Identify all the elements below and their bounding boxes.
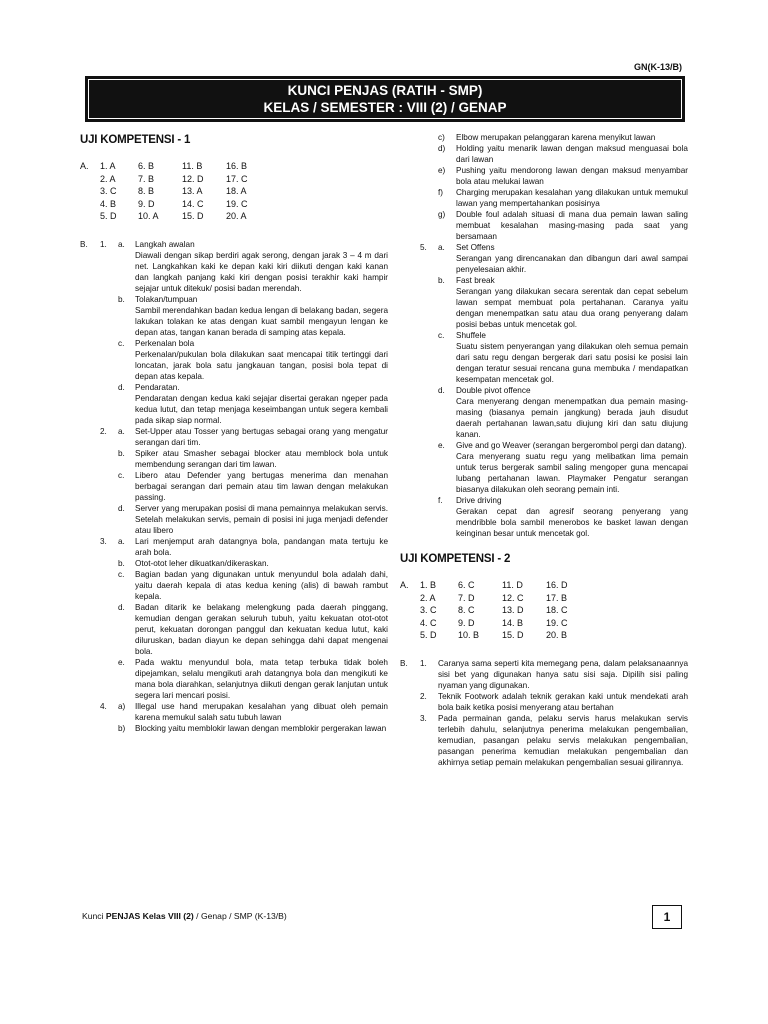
b1-item-d xyxy=(80,382,388,426)
answer: 17. B xyxy=(546,592,568,603)
answer-row xyxy=(400,579,688,592)
letter-label: g) xyxy=(438,210,446,219)
b5-f-text: Gerakan cepat dan agresif seorang penyerang yang mendribble bola sambil menerobos ke basket lawan dengan keinginan besar untuk mencetak gol. xyxy=(456,507,688,538)
letter-label: b. xyxy=(438,276,445,285)
uk2-b3 xyxy=(400,713,688,768)
b1-item-a xyxy=(80,239,388,294)
page-footer xyxy=(82,911,287,921)
b5-item-b xyxy=(400,275,688,330)
b3-item-a xyxy=(80,536,388,558)
letter-label: c. xyxy=(118,338,125,348)
number-label: 2. xyxy=(420,691,427,701)
answer-row xyxy=(80,173,388,186)
answer: 20. B xyxy=(546,630,568,641)
b5-f-title: Drive driving xyxy=(456,496,502,505)
b4-item-e xyxy=(400,165,688,187)
answer: 19. C xyxy=(226,198,248,209)
b2-b-text: Spiker atau Smasher sebagai blocker atau memblock bola untuk membendung serangan dari tim lawan. xyxy=(135,448,388,469)
title-line-2: KELAS / SEMESTER : VIII (2) / GENAP xyxy=(263,100,507,115)
number-label: 5. xyxy=(420,243,427,252)
title-banner-inner xyxy=(88,79,682,119)
b1-item-b xyxy=(80,294,388,338)
answer: 13. A xyxy=(182,186,203,197)
answer: 15. D xyxy=(502,630,524,641)
b4-g-text: Double foul adalah situasi di mana dua pemain lawan saling membuat kesalahan masing-masing pada saat yang bersamaan xyxy=(456,210,688,241)
number-label: 3. xyxy=(100,536,107,546)
number-label: 4. xyxy=(100,701,107,711)
answer: 2. A xyxy=(100,173,116,184)
b1-c-text: Perkenalan/pukulan bola dilakukan saat mencapai titik tertinggi dari loncatan, jarak bola satu jangkauan tangan, posisi bola tepat di depan atas kepala. xyxy=(135,349,388,381)
answer: 20. A xyxy=(226,211,247,222)
answer: 8. C xyxy=(458,605,475,616)
letter-label: f) xyxy=(438,188,444,197)
uk2-b2-text: Teknik Footwork adalah teknik gerakan kaki untuk mendekati arah bola baik ketika posisi menyerang atau bertahan xyxy=(438,691,688,712)
uk2-b3-text: Pada permainan ganda, pelaku servis harus melakukan servis terlebih dahulu, selanjutnya penerima melakukan pengembalian, kemudian, pasangan pelaku servis melakukan pengembalian, pasangan penerima kemudian melakukan pengembalian dan akhirnya setiap pemain melakukan pengembalian sesuai gilirannya. xyxy=(438,713,688,767)
answer-row xyxy=(80,185,388,198)
uk2-b1-text: Caranya sama seperti kita memegang pena, dalam pelaksanaannya sisi bet yang digunakan hanya satu sisi saja. Dipilih sisi paling nyaman yang digunakan. xyxy=(438,658,688,690)
b4-c-text: Elbow merupakan pelanggaran karena menyikut lawan xyxy=(456,133,656,142)
b3-c-text: Bagian badan yang digunakan untuk menyundul bola adalah dahi, yaitu daerah kepala di atas kedua kening (alis) di bawah rambut kepala. xyxy=(135,569,388,601)
b5-item-c xyxy=(400,330,688,385)
answer: 11. D xyxy=(502,580,523,590)
answer: 5. D xyxy=(420,630,437,641)
footer-bold: PENJAS Kelas VIII (2) xyxy=(105,911,194,921)
letter-label: a. xyxy=(118,426,125,436)
answer: 14. C xyxy=(182,198,204,209)
answer: 1. B xyxy=(420,580,437,590)
b4-f-text: Charging merupakan kesalahan yang dilakukan untuk memukul lawan yang mempertahankan posisinya xyxy=(456,188,688,208)
answer: 7. D xyxy=(458,592,475,603)
page-number: 1 xyxy=(652,905,682,929)
answer: 18. A xyxy=(226,186,247,197)
letter-label: d. xyxy=(118,382,125,392)
footer-pre: Kunci xyxy=(82,911,106,921)
b4-item-d xyxy=(400,143,688,165)
answer-row xyxy=(80,160,388,173)
answer: 18. C xyxy=(546,605,568,616)
b1-b-text: Sambil merendahkan badan kedua lengan di belakang badan, segera lakukan tolakan ke atas dengan kuat sambil mengayun lengan ke depan atas, tangan kanan berada di samping atas kepala. xyxy=(135,305,388,337)
b4-item-c xyxy=(400,132,688,143)
left-column xyxy=(80,132,388,734)
b5-item-a xyxy=(400,242,688,275)
answer: 8. B xyxy=(138,186,155,197)
answer: 4. C xyxy=(420,617,437,628)
answer: 17. C xyxy=(226,173,248,184)
b3-b-text: Otot-otot leher dikuatkan/dikeraskan. xyxy=(135,558,269,568)
b4-a-text: Illegal use hand merupakan kesalahan yang dibuat oleh pemain karena memukul salah satu tubuh lawan xyxy=(135,701,388,722)
letter-label: a. xyxy=(118,536,125,546)
section-a-label: A. xyxy=(80,161,89,171)
b4-item-f xyxy=(400,187,688,209)
b1-item-c xyxy=(80,338,388,382)
b2-item-c xyxy=(80,470,388,503)
letter-label: d) xyxy=(438,144,446,153)
b3-d-text: Badan ditarik ke belakang melengkung pada daerah pinggang, kemudian dengan gerakan seluruh tubuh, yaitu kekuatan otot-otot perut, kekuatan dorongan panggul dan kekuatan kedua lutut, kaki diluruskan, badan diayun ke depan sehingga dahi dapat mengenai bola. xyxy=(135,602,388,656)
b5-a-title: Set Offens xyxy=(456,243,495,252)
b5-a-text: Serangan yang direncanakan dan dibangun dari awal sampai penyelesaian akhir. xyxy=(456,254,688,274)
letter-label: c. xyxy=(438,331,445,340)
answer-row xyxy=(400,604,688,617)
b1-a-title: Langkah awalan xyxy=(135,239,195,249)
b3-item-e xyxy=(80,657,388,701)
title-banner xyxy=(85,76,685,122)
answer: 7. B xyxy=(138,173,155,184)
letter-label: a. xyxy=(438,243,445,252)
answer: 1. A xyxy=(100,161,116,171)
b5-c-title: Shuffele xyxy=(456,331,486,340)
b2-c-text: Libero atau Defender yang bertugas menerima dan menahan berbagai serangan dari pemain atau tim lawan dengan melakukan passing. xyxy=(135,470,388,502)
section-a-label: A. xyxy=(400,580,409,590)
answer-row xyxy=(80,210,388,223)
b5-e-text: Cara menyerang suatu regu yang melibatkan lima pemain untuk terus bergerak sambil saling mengoper guna mencapai lubang pertahanan lawan. Playmaker Pengatur serangan biasanya dilakukan oleh seorang pemain inti. xyxy=(456,452,688,494)
answer-row xyxy=(80,198,388,211)
b1-a-text: Diawali dengan sikap berdiri agak serong, dengan jarak 3 – 4 m dari net. Langkahkan kaki ke depan kaki kiri diikuti dengan kaki kanan dan langkah panjang kaki kiri dengan posisi terakhir kaki hampir sejajar untuk ditekuk/ posisi badan merendah. xyxy=(135,250,388,293)
b3-item-c xyxy=(80,569,388,602)
answer: 10. B xyxy=(458,630,480,641)
answer-row xyxy=(400,629,688,642)
b5-e-title: Give and go Weaver (serangan bergerombol pergi dan datang). xyxy=(456,441,687,450)
letter-label: b. xyxy=(118,294,125,304)
answer: 10. A xyxy=(138,211,159,222)
letter-label: c) xyxy=(438,133,445,142)
answer: 19. C xyxy=(546,617,568,628)
letter-label: b. xyxy=(118,558,125,568)
answer: 11. B xyxy=(182,161,203,171)
letter-label: d. xyxy=(438,386,445,395)
answer: 6. C xyxy=(458,580,475,590)
b1-d-title: Pendaratan. xyxy=(135,382,180,392)
letter-label: e) xyxy=(438,166,446,175)
section-b-label: B. xyxy=(400,658,408,668)
number-label: 1. xyxy=(100,239,107,249)
b5-item-e xyxy=(400,440,688,495)
b4-d-text: Holding yaitu menarik lawan dengan maksud menguasai bola dari lawan xyxy=(456,144,688,164)
answer: 16. D xyxy=(546,580,568,590)
section-heading-uk1: UJI KOMPETENSI - 1 xyxy=(80,134,191,146)
letter-label: e. xyxy=(438,441,445,450)
answer: 9. D xyxy=(458,617,475,628)
b2-item-a xyxy=(80,426,388,448)
b4-b-text: Blocking yaitu memblokir lawan dengan memblokir pergerakan lawan xyxy=(135,723,387,733)
letter-label: a. xyxy=(118,239,125,249)
b3-a-text: Lari menjemput arah datangnya bola, pandangan mata tertuju ke arah bola. xyxy=(135,536,388,557)
b3-e-text: Pada waktu menyundul bola, mata tetap terbuka tidak boleh dipejamkan, selalu mengikuti arah datangnya bola dan mengikuti ke mana bola diarahkan, selanjutnya diikuti dengan gerak lanjutan untuk segera lari mencari posisi. xyxy=(135,657,388,700)
uk2-b2 xyxy=(400,691,688,713)
letter-label: d. xyxy=(118,602,125,612)
answer: 12. D xyxy=(182,173,204,184)
answer: 3. C xyxy=(420,605,437,616)
answer: 14. B xyxy=(502,617,524,628)
letter-label: f. xyxy=(438,496,443,505)
answer-key-uk2 xyxy=(400,579,688,642)
b5-c-text: Suatu sistem penyerangan yang dilakukan oleh semua pemain dari satu regu dengan bergerak dari satu posisi ke posisi lain dengan teratur sesuai rencana guna membuka / mendapatkan kesempatan mencetak gol. xyxy=(456,342,688,384)
b5-d-title: Double pivot offence xyxy=(456,386,531,395)
b5-item-f xyxy=(400,495,688,539)
b5-d-text: Cara menyerang dengan menempatkan dua pemain masing-masing (biasanya pemain jangkung) berada jauh disudut daerah pertahanan lawan,satu diujung kiri dan satu diujung kanan. xyxy=(456,397,688,439)
answer: 6. B xyxy=(138,161,155,171)
b5-b-title: Fast break xyxy=(456,276,495,285)
letter-label: c. xyxy=(118,470,125,480)
b2-item-d xyxy=(80,503,388,536)
b5-item-d xyxy=(400,385,688,440)
answer: 4. B xyxy=(100,198,117,209)
b5-b-text: Serangan yang dilakukan secara serentak dan cepat sebelum lawan sempat membuat pola pertahanan. Caranya yaitu dengan menempatkan satu atau dua orang penyerang dalam posisi bebas untuk mencetak gol. xyxy=(456,287,688,329)
answer: 12. C xyxy=(502,592,524,603)
letter-label: b) xyxy=(118,723,126,733)
letter-label: a) xyxy=(118,701,126,711)
title-line-1: KUNCI PENJAS (RATIH - SMP) xyxy=(287,83,483,98)
number-label: 1. xyxy=(420,658,427,668)
b4-item-g xyxy=(400,209,688,242)
answer: 2. A xyxy=(420,592,436,603)
number-label: 2. xyxy=(100,426,107,436)
b1-b-title: Tolakan/tumpuan xyxy=(135,294,198,304)
letter-label: b. xyxy=(118,448,125,458)
letter-label: e. xyxy=(118,657,125,667)
answer-row xyxy=(400,617,688,630)
b2-d-text: Server yang merupakan posisi di mana pemainnya melakukan servis. Setelah melakukan servis, pemain di posisi ini juga menjadi defender atau libero xyxy=(135,503,388,535)
footer-post: / Genap / SMP (K-13/B) xyxy=(193,911,287,921)
answer: 16. B xyxy=(226,161,248,171)
b3-item-b xyxy=(80,558,388,569)
answer: 13. D xyxy=(502,605,524,616)
section-heading-uk2: UJI KOMPETENSI - 2 xyxy=(400,553,511,565)
b1-d-text: Pendaratan dengan kedua kaki sejajar disertai gerakan ngeper pada kedua lutut, dan tetap menjaga keseimbangan untuk segera kembali pada sikap siap normal. xyxy=(135,393,388,425)
number-label: 3. xyxy=(420,713,427,723)
section-b-label: B. xyxy=(80,239,88,249)
letter-label: c. xyxy=(118,569,125,579)
answer: 9. D xyxy=(138,198,155,209)
answer-row xyxy=(400,592,688,605)
b4-item-b xyxy=(80,723,388,734)
b2-item-b xyxy=(80,448,388,470)
uk2-b1 xyxy=(400,658,688,691)
right-column xyxy=(400,132,688,768)
answer: 5. D xyxy=(100,211,117,222)
letter-label: d. xyxy=(118,503,125,513)
document-code: GN(K-13/B) xyxy=(633,62,682,72)
b2-a-text: Set-Upper atau Tosser yang bertugas sebagai orang yang mengatur serangan dari tim. xyxy=(135,426,388,447)
answer-key-uk1 xyxy=(80,160,388,223)
b4-item-a xyxy=(80,701,388,723)
b4-e-text: Pushing yaitu mendorong lawan dengan maksud menyambar bola atau melukai lawan xyxy=(456,166,688,186)
b3-item-d xyxy=(80,602,388,657)
b1-c-title: Perkenalan bola xyxy=(135,338,195,348)
answer: 15. D xyxy=(182,211,204,222)
answer: 3. C xyxy=(100,186,117,197)
